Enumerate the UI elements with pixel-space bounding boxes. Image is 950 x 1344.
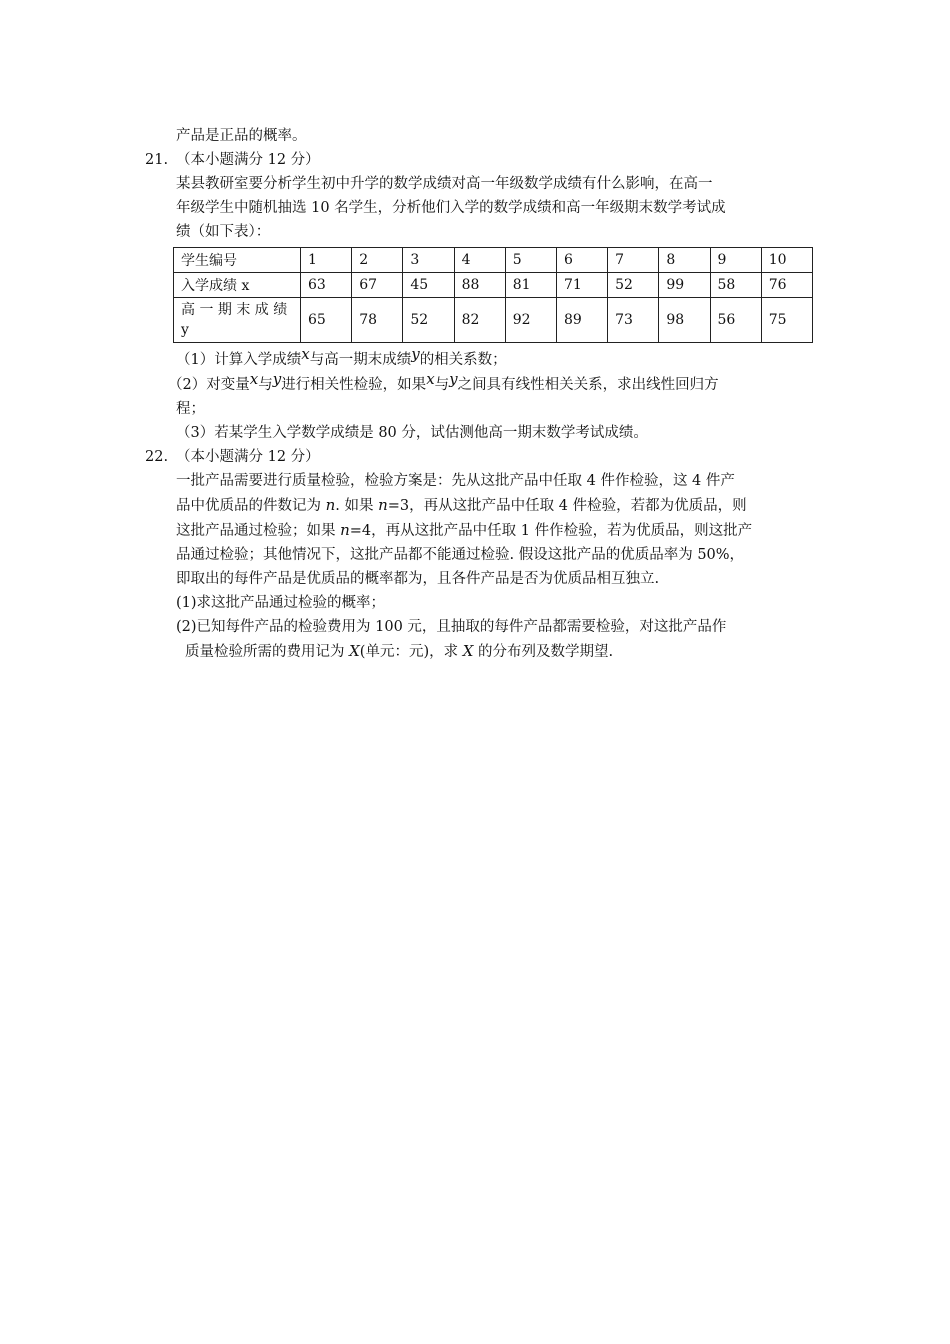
table-cell: 67 bbox=[352, 273, 403, 298]
table-cell: 81 bbox=[505, 273, 556, 298]
q22-number: 22. bbox=[145, 449, 169, 465]
table-cell: 75 bbox=[761, 298, 812, 343]
table-cell: 99 bbox=[659, 273, 710, 298]
page-content bbox=[145, 124, 816, 664]
text-run: 品中优质品的件数记为 bbox=[176, 498, 326, 514]
q22-part-2: (2)已知每件产品的检验费用为 100 元，且抽取的每件产品都需要检验，对这批产品作 bbox=[176, 619, 727, 635]
text-run: 质量检验所需的费用记为 bbox=[185, 644, 350, 660]
table-cell: 52 bbox=[403, 298, 454, 343]
previous-question-tail: 产品是正品的概率。 bbox=[176, 128, 307, 144]
text-run: 的分布列及数学期望. bbox=[473, 644, 614, 660]
text-run: 这批产品通过检验；如果 bbox=[176, 523, 341, 539]
table-cell: 52 bbox=[608, 273, 659, 298]
text-run: （2）对变量 bbox=[168, 377, 250, 393]
text-run: =4，再从这批产品中任取 1 件作检验，若为优质品，则这批产 bbox=[349, 523, 753, 539]
table-cell: 63 bbox=[301, 273, 352, 298]
variable-y: y bbox=[449, 370, 458, 388]
variable-y: y bbox=[411, 345, 420, 363]
q22-part-2-continued bbox=[185, 639, 816, 664]
text-run: 与 bbox=[434, 377, 450, 393]
variable-x: x bbox=[301, 345, 310, 363]
q22-line-5: 即取出的每件产品是优质品的概率都为，且各件产品是否为优质品相互独立. bbox=[176, 571, 660, 587]
table-cell: 58 bbox=[710, 273, 761, 298]
text-run: . 如果 bbox=[335, 498, 379, 514]
q22-line-1: 一批产品需要进行质量检验，检验方案是：先从这批产品中任取 4 件作检验，这 4 件产 bbox=[176, 473, 735, 489]
table-row-ids bbox=[174, 248, 813, 273]
table-cell: 88 bbox=[454, 273, 505, 298]
table-cell: 76 bbox=[761, 273, 812, 298]
table-cell: 89 bbox=[556, 298, 607, 343]
table-cell: 6 bbox=[556, 248, 607, 273]
table-cell: 92 bbox=[505, 298, 556, 343]
table-cell: 3 bbox=[403, 248, 454, 273]
text-run: 的相关系数； bbox=[419, 352, 507, 368]
q21-intro-line-3: 绩（如下表）： bbox=[176, 224, 271, 240]
q21-header bbox=[145, 148, 816, 172]
q22-line-4: 品通过检验；其他情况下，这批产品都不能通过检验. 假设这批产品的优质品率为 50%， bbox=[176, 547, 745, 563]
table-cell: 9 bbox=[710, 248, 761, 273]
q22-part-1: (1)求这批产品通过检验的概率； bbox=[176, 595, 386, 611]
q21-intro-line-1: 某县教研室要分析学生初中升学的数学成绩对高一年级数学成绩有什么影响，在高一 bbox=[176, 176, 713, 192]
table-cell: 82 bbox=[454, 298, 505, 343]
q21-part-2 bbox=[168, 372, 816, 397]
table-row-entry-scores bbox=[174, 273, 813, 298]
text-run: 与 bbox=[258, 377, 273, 393]
table-cell: 10 bbox=[761, 248, 812, 273]
text-run: 与高一期末成绩 bbox=[309, 352, 412, 368]
text-run: 之间具有线性相关关系，求出线性回归方 bbox=[457, 377, 719, 393]
table-cell: 56 bbox=[710, 298, 761, 343]
variable-x: x bbox=[426, 370, 435, 388]
table-cell: 98 bbox=[659, 298, 710, 343]
table-row-final-scores bbox=[174, 298, 813, 343]
variable-x: x bbox=[249, 370, 259, 388]
variable-X: X bbox=[462, 642, 474, 660]
table-cell: 1 bbox=[301, 248, 352, 273]
text-run: =3，再从这批产品中任取 4 件检验，若都为优质品，则 bbox=[387, 498, 747, 514]
table-row-label: 入学成绩 x bbox=[174, 273, 301, 298]
q21-part-1 bbox=[176, 347, 816, 372]
q21-points: （本小题满分 12 分） bbox=[176, 152, 320, 168]
variable-y: y bbox=[272, 370, 282, 388]
variable-n: n bbox=[340, 521, 350, 539]
table-cell: 65 bbox=[301, 298, 352, 343]
table-cell: 71 bbox=[556, 273, 607, 298]
q22-points: （本小题满分 12 分） bbox=[176, 449, 320, 465]
table-cell: 45 bbox=[403, 273, 454, 298]
row-label-line-2: y bbox=[181, 322, 189, 338]
table-cell: 4 bbox=[454, 248, 505, 273]
text-run: (单元：元)，求 bbox=[359, 644, 463, 660]
text-run: （1）计算入学成绩 bbox=[176, 352, 302, 368]
table-cell: 73 bbox=[608, 298, 659, 343]
table-row-label bbox=[174, 298, 301, 343]
variable-n: n bbox=[378, 496, 388, 514]
q21-part-3: （3）若某学生入学数学成绩是 80 分，试估测他高一期末数学考试成绩。 bbox=[176, 425, 648, 441]
row-label-line-1: 高 一 期 末 成 绩 bbox=[181, 302, 288, 318]
q22-line-2 bbox=[176, 493, 816, 518]
table-cell: 2 bbox=[352, 248, 403, 273]
table-cell: 8 bbox=[659, 248, 710, 273]
variable-n: n bbox=[325, 496, 336, 514]
q21-part-2-continued: 程； bbox=[176, 401, 205, 417]
text-run: 进行相关性检验，如果 bbox=[281, 377, 427, 393]
q21-number: 21. bbox=[145, 152, 169, 168]
table-cell: 78 bbox=[352, 298, 403, 343]
scores-table bbox=[173, 247, 813, 343]
variable-X: X bbox=[349, 642, 360, 660]
table-cell: 5 bbox=[505, 248, 556, 273]
q22-header bbox=[145, 445, 816, 469]
q21-intro-line-2: 年级学生中随机抽选 10 名学生，分析他们入学的数学成绩和高一年级期末数学考试成 bbox=[176, 200, 726, 216]
table-cell: 7 bbox=[608, 248, 659, 273]
q22-line-3 bbox=[176, 518, 816, 543]
table-header-label: 学生编号 bbox=[174, 248, 301, 273]
